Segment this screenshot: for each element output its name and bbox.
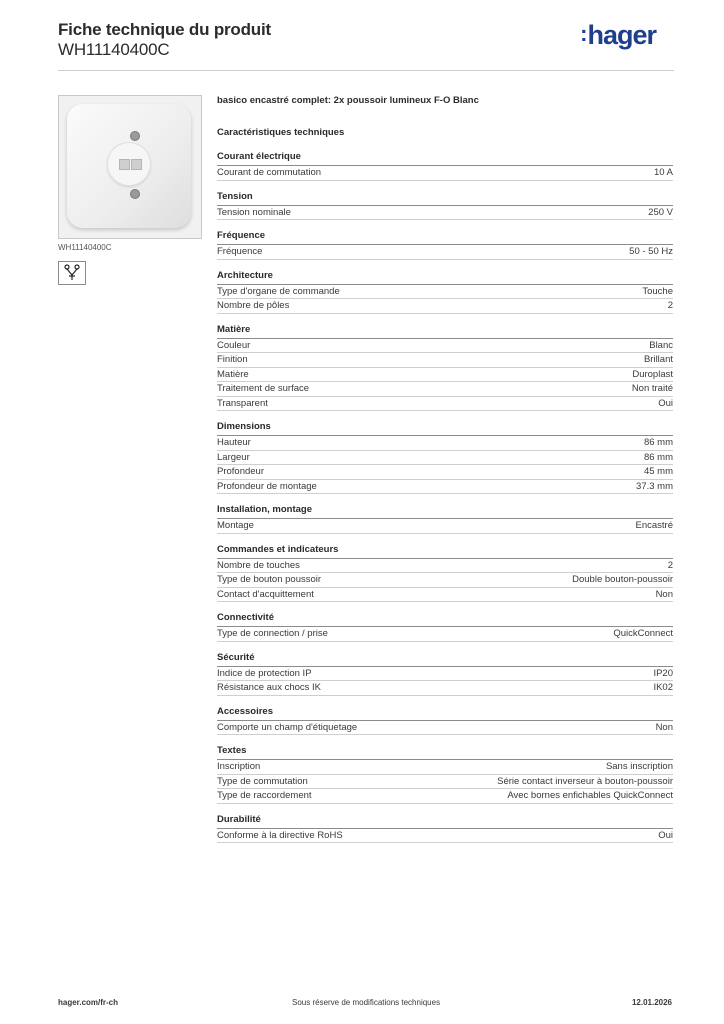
spec-row <box>217 299 673 314</box>
spec-row <box>217 681 673 696</box>
spec-label: Traitement de surface <box>217 383 310 394</box>
image-caption: WH11140400C <box>58 243 112 252</box>
spec-label: Type de raccordement <box>217 790 312 801</box>
spec-value: Touche <box>642 285 673 297</box>
spec-row <box>217 480 673 495</box>
rocker-insert <box>107 142 151 186</box>
spec-row <box>217 436 673 451</box>
spec-label: Type d'organe de commande <box>217 285 340 297</box>
spec-group-title: Durabilité <box>217 814 673 829</box>
spec-group-title: Installation, montage <box>217 504 673 519</box>
spec-row <box>217 451 673 466</box>
spec-group <box>217 191 673 221</box>
spec-row <box>217 559 673 574</box>
spec-label: Profondeur <box>217 466 265 477</box>
page-title: Fiche technique du produit <box>58 20 271 39</box>
spec-value: Série contact inverseur à bouton-poussoir <box>497 775 673 787</box>
spec-value: Blanc <box>649 339 673 351</box>
characteristics-heading: Caractéristiques techniques <box>217 127 345 138</box>
spec-row <box>217 775 673 790</box>
spec-group-title: Sécurité <box>217 652 673 667</box>
brand-logo: :hager <box>580 20 656 50</box>
spec-label: Résistance aux chocs IK <box>217 682 322 693</box>
spec-label: Transparent <box>217 397 268 409</box>
spec-label: Type de bouton poussoir <box>217 574 322 585</box>
spec-value: 37.3 mm <box>636 480 673 492</box>
spec-label: Contact d'acquittement <box>217 588 314 600</box>
spec-label: Couleur <box>217 339 251 351</box>
spec-group <box>217 814 673 844</box>
spec-group <box>217 652 673 696</box>
screw-icon <box>130 189 140 199</box>
product-reference: WH11140400C <box>58 40 170 59</box>
spec-value: Double bouton-poussoir <box>572 574 673 585</box>
spec-group-title: Accessoires <box>217 706 673 721</box>
spec-group-title: Commandes et indicateurs <box>217 544 673 559</box>
spec-value: IP20 <box>653 667 673 679</box>
spec-label: Largeur <box>217 451 250 463</box>
spec-value: Encastré <box>635 520 673 531</box>
spec-group <box>217 324 673 412</box>
spec-label: Fréquence <box>217 246 263 257</box>
indicator-right <box>131 159 142 170</box>
spec-label: Inscription <box>217 761 261 772</box>
spec-row <box>217 206 673 221</box>
spec-row <box>217 667 673 682</box>
spec-value: 50 - 50 Hz <box>629 246 673 257</box>
spec-label: Profondeur de montage <box>217 480 317 492</box>
screw-icon <box>130 131 140 141</box>
spec-label: Conforme à la directive RoHS <box>217 829 343 841</box>
spec-group-title: Matière <box>217 324 673 339</box>
spec-label: Finition <box>217 354 248 365</box>
spec-label: Nombre de touches <box>217 559 300 571</box>
brand-logo-text: hager <box>587 20 656 50</box>
spec-row <box>217 465 673 480</box>
spec-label: Courant de commutation <box>217 167 322 178</box>
spec-row <box>217 368 673 383</box>
spec-value: QuickConnect <box>613 628 673 639</box>
spec-value: Sans inscription <box>605 761 673 772</box>
spec-row <box>217 573 673 588</box>
spec-value: 2 <box>667 559 673 571</box>
spec-row <box>217 382 673 397</box>
spec-row <box>217 339 673 354</box>
switch-plate <box>67 104 191 228</box>
spec-row <box>217 397 673 412</box>
spec-group <box>217 270 673 314</box>
spec-row <box>217 519 673 534</box>
spec-row <box>217 285 673 300</box>
pushbutton-symbol-icon <box>58 261 86 285</box>
spec-row <box>217 353 673 368</box>
indicator-left <box>119 159 130 170</box>
spec-group-title: Dimensions <box>217 421 673 436</box>
spec-label: Tension nominale <box>217 206 291 218</box>
product-image <box>58 95 202 239</box>
spec-row <box>217 721 673 736</box>
spec-value: Oui <box>658 397 673 409</box>
spec-row <box>217 588 673 603</box>
spec-value: IK02 <box>653 682 673 693</box>
spec-label: Nombre de pôles <box>217 300 290 311</box>
footer-site: hager.com/fr-ch <box>58 998 119 1007</box>
spec-label: Matière <box>217 368 249 380</box>
spec-content <box>217 95 673 843</box>
spec-row <box>217 829 673 844</box>
spec-label: Type de commutation <box>217 775 308 787</box>
spec-groups <box>217 151 673 843</box>
spec-group <box>217 421 673 494</box>
spec-row <box>217 627 673 642</box>
footer-date: 12.01.2026 <box>631 998 672 1007</box>
spec-group <box>217 151 673 181</box>
spec-value: Non <box>655 721 673 733</box>
spec-row <box>217 245 673 260</box>
spec-value: Avec bornes enfichables QuickConnect <box>507 790 673 801</box>
spec-value: 86 mm <box>643 437 673 448</box>
spec-group-title: Architecture <box>217 270 673 285</box>
spec-value: Brillant <box>643 354 673 365</box>
spec-value: Oui <box>658 829 673 841</box>
page-header <box>58 20 674 71</box>
spec-group <box>217 544 673 603</box>
spec-group-title: Courant électrique <box>217 151 673 166</box>
spec-label: Hauteur <box>217 437 251 448</box>
spec-group <box>217 612 673 642</box>
footer-note: Sous réserve de modifications techniques <box>292 998 441 1007</box>
spec-value: 86 mm <box>643 451 673 463</box>
spec-group <box>217 745 673 804</box>
spec-value: Non <box>655 588 673 600</box>
spec-row <box>217 760 673 775</box>
spec-value: 2 <box>667 300 673 311</box>
spec-row <box>217 166 673 181</box>
spec-group-title: Tension <box>217 191 673 206</box>
spec-value: 250 V <box>648 206 673 218</box>
spec-group <box>217 230 673 260</box>
spec-value: 10 A <box>653 167 673 178</box>
spec-label: Indice de protection IP <box>217 667 312 679</box>
spec-value: Non traité <box>631 383 673 394</box>
spec-group-title: Fréquence <box>217 230 673 245</box>
spec-group-title: Textes <box>217 745 673 760</box>
spec-group <box>217 706 673 736</box>
spec-value: 45 mm <box>643 466 673 477</box>
spec-group <box>217 504 673 534</box>
spec-label: Type de connection / prise <box>217 628 328 639</box>
spec-row <box>217 789 673 804</box>
spec-label: Montage <box>217 520 254 531</box>
spec-value: Duroplast <box>632 368 673 380</box>
product-description: basico encastré complet: 2x poussoir lumineux F-O Blanc <box>217 95 479 106</box>
spec-label: Comporte un champ d'étiquetage <box>217 721 358 733</box>
spec-group-title: Connectivité <box>217 612 673 627</box>
